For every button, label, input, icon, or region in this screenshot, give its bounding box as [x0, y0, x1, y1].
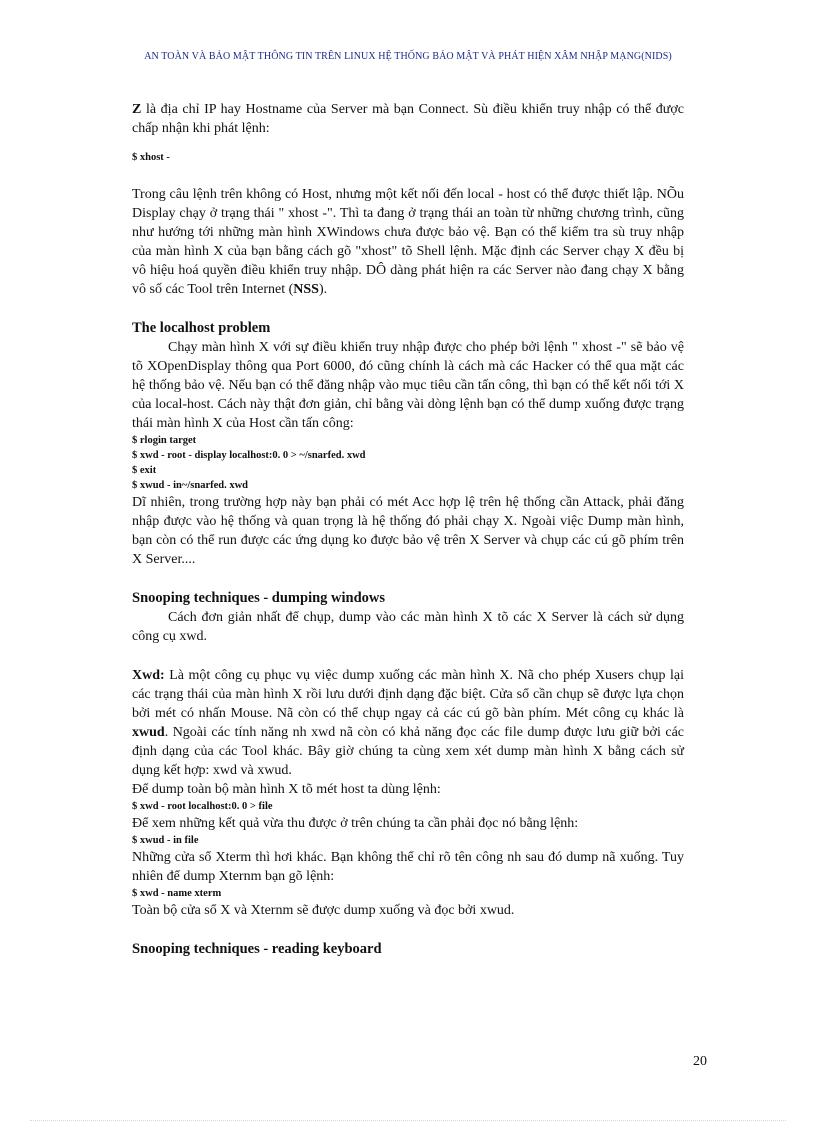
paragraph-3: Chạy màn hình X với sự điều khiển truy nhập được cho phép bởi lệnh " xhost -" sẽ bảo vệ tõ XOpenDisplay thông qua Port 6000, đó cũng chính là cách mà các Hacker có thể qua mặt các hệ thống bảo vệ. Nếu bạn có thể đăng nhập vào mục tiêu cần tấn công, thì bạn có thể kết nối tới X của local-host. Cách này thật đơn giản, chỉ bằng vài dòng lệnh bạn có thể dump xuống được trạng thái màn hình X của Host cần tấn công:: [132, 340, 684, 431]
heading-localhost-problem: The localhost problem: [132, 320, 271, 336]
running-header: AN TOÀN VÀ BẢO MẬT THÔNG TIN TRÊN LINUX HỆ THỐNG BẢO MẬT VÀ PHÁT HIỆN XÂM NHẬP MẠNG(NIDS): [144, 51, 672, 62]
command-xwud-in-file: $ xwud - in file: [132, 835, 199, 846]
paragraph-7: Để dump toàn bộ màn hình X tõ mét host ta dùng lệnh:: [132, 782, 441, 797]
heading-dumping-windows: Snooping techniques - dumping windows: [132, 590, 386, 606]
paragraph-6: Xwd: Là một công cụ phục vụ việc dump xuống các màn hình X. Nã cho phép Xusers chụp lại các trạng thái của màn hình X rồi lưu dưới định dạng đặc biệt. Cửa sổ cần chụp sẽ được lựa chọn bởi mét có nhấn Mouse. Nã còn có thể chụp ngay cả các cú gõ bàn phím. Mét công cụ khác là xwud. Ngoài các tính năng nh xwd nã còn có khả năng đọc các file dump được lưu giữ bởi các định dạng của các Tool khác. Bây giờ chúng ta cùng xem xét dump màn hình X bằng cách sử dụng kết hợp: xwd và xwud.: [132, 668, 684, 778]
bold-nss: NSS: [293, 282, 319, 297]
page-body: [132, 100, 684, 959]
command-xwd-root-display: $ xwd - root - display localhost:0. 0 > ~/snarfed. xwd: [132, 450, 366, 461]
paragraph-9: Những cửa sổ Xterm thì hơi khác. Bạn không thể chỉ rõ tên công nh sau đó dump nã xuống. Tuy nhiên để dump Xternm bạn gõ lệnh:: [132, 850, 684, 884]
paragraph-2: Trong câu lệnh trên không có Host, nhưng một kết nối đến local - host có thể được thiết lập. NÕu Display chạy ở trạng thái " xhost -". Thì ta đang ở trạng thái an toàn từ những chương trình, cũng như hướng tới những màn hình XWindows chưa được bảo vệ. Bạn có thể kiểm tra sù truy nhập của màn hình X của bạn bằng cách gõ "xhost" tõ Shell lệnh. Mặc định các Server chạy X đều bị vô hiệu hoá quyền điều khiển truy nhập. DÔ dàng phát hiện ra các Server nào đang chạy X bằng vô số các Tool trên Internet (NSS).: [132, 187, 684, 297]
command-rlogin: $ rlogin target: [132, 435, 197, 446]
footer-divider: [30, 1120, 786, 1121]
command-xwud-snarfed: $ xwud - in~/snarfed. xwd: [132, 480, 249, 491]
bold-xwud: xwud: [132, 725, 165, 740]
command-xhost: $ xhost -: [132, 152, 170, 163]
command-xwd-root-localhost: $ xwd - root localhost:0. 0 > file: [132, 801, 273, 812]
page-number: 20: [693, 1054, 707, 1069]
paragraph-8: Để xem những kết quả vừa thu được ở trên chúng ta cần phải đọc nó bằng lệnh:: [132, 816, 579, 831]
command-exit: $ exit: [132, 465, 157, 476]
heading-reading-keyboard: Snooping techniques - reading keyboard: [132, 941, 382, 957]
bold-z: Z: [132, 102, 142, 117]
paragraph-5: Cách đơn giản nhất để chụp, dump vào các màn hình X tõ các X Server là cách sử dụng công cụ xwd.: [132, 610, 684, 644]
paragraph-10: Toàn bộ cửa sổ X và Xternm sẽ được dump xuống và đọc bởi xwud.: [132, 903, 515, 918]
command-xwd-name-xterm: $ xwd - name xterm: [132, 888, 222, 899]
bold-xwd: Xwd:: [132, 668, 165, 683]
paragraph-1: Z là địa chỉ IP hay Hostname của Server mà bạn Connect. Sù điều khiển truy nhập có thể được chấp nhận khi phát lệnh:: [132, 102, 684, 136]
paragraph-4: Dĩ nhiên, trong trường hợp này bạn phải có mét Acc hợp lệ trên hệ thống cần Attack, phải đăng nhập được vào hệ thống và quan trọng là hệ thống đó phải chạy X. Ngoài việc Dump màn hình, bạn còn có thể run được các ứng dụng ko được bảo vệ trên X Server và chụp các cú gõ phím trên X Server....: [132, 495, 684, 567]
